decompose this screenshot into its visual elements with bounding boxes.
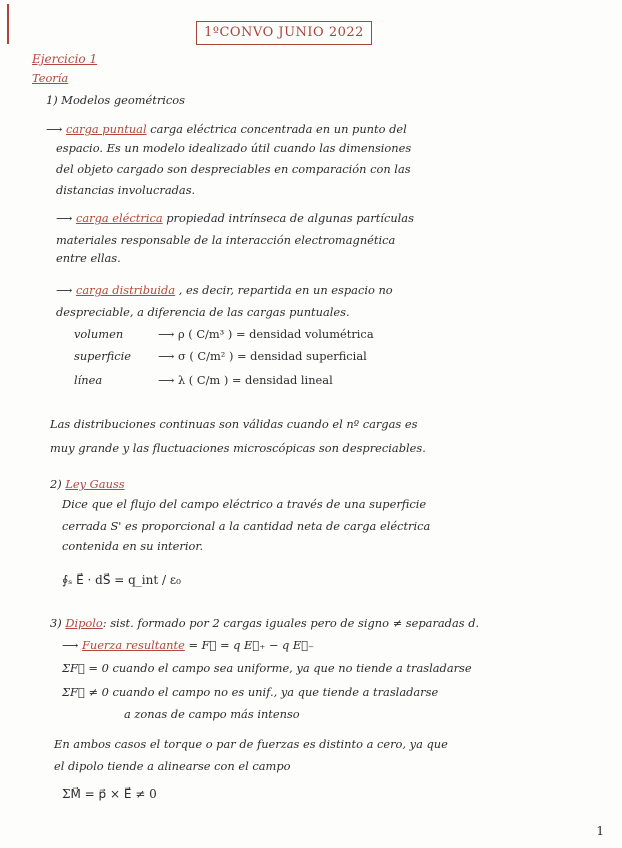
s2-line3: contenida en su interior. bbox=[62, 539, 204, 553]
p1-arrow: ⟶ bbox=[46, 122, 63, 136]
s3-line4: ΣF⃗ ≠ 0 cuando el campo no es unif., ya que tiende a trasladarse bbox=[62, 685, 439, 699]
section2-heading-num: 2) bbox=[50, 477, 66, 491]
p1-term: carga puntual bbox=[65, 122, 147, 136]
sup-label: superficie bbox=[74, 349, 132, 363]
lin-formula: ⟶ λ ( C/m ) = densidad lineal bbox=[158, 373, 333, 387]
p1-line2: espacio. Es un modelo idealizado útil cuando las dimensiones bbox=[56, 141, 412, 155]
p2-line1 bbox=[56, 210, 414, 226]
p2-arrow: ⟶ bbox=[56, 211, 73, 225]
s3-line3: ΣF⃗ = 0 cuando el campo sea uniforme, ya que no tiende a trasladarse bbox=[62, 661, 472, 675]
p3-line1 bbox=[56, 282, 393, 298]
p3-arrow: ⟶ bbox=[56, 283, 73, 297]
p1-text1: carga eléctrica concentrada en un punto del bbox=[150, 122, 407, 136]
vol-formula: ⟶ ρ ( C/m³ ) = densidad volumétrica bbox=[158, 327, 374, 341]
s3-rest: = F⃗ = q E⃗₊ − q E⃗₋ bbox=[184, 638, 315, 652]
s3-line5: a zonas de campo más intenso bbox=[124, 707, 300, 721]
torque-formula: ΣM⃗ = p⃗ × E⃗ ≠ 0 bbox=[62, 787, 157, 801]
lin-label: línea bbox=[74, 373, 103, 387]
gauss-formula: ∮ₛ E⃗ · dS⃗ = q_int / ε₀ bbox=[62, 573, 181, 587]
exercise-title: Ejercicio 1 bbox=[32, 52, 98, 66]
s3-line7: el dipolo tiende a alinearse con el campo bbox=[54, 759, 291, 773]
s3-arrow: ⟶ bbox=[62, 638, 82, 652]
page-number: 1 bbox=[596, 824, 604, 838]
page-title: 1ºCONVO JUNIO 2022 bbox=[196, 21, 372, 45]
p2-line2: materiales responsable de la interacción electromagnética bbox=[56, 233, 396, 247]
p1-line3: del objeto cargado son despreciables en comparación con las bbox=[56, 162, 411, 176]
section3-heading: Dipolo bbox=[65, 616, 103, 630]
s3-line6: En ambos casos el torque o par de fuerzas es distinto a cero, ya que bbox=[54, 737, 448, 751]
s3-term: Fuerza resultante bbox=[81, 638, 185, 652]
p3-text1: , es decir, repartida en un espacio no bbox=[178, 283, 393, 297]
p3-line2: despreciable, a diferencia de las cargas puntuales. bbox=[56, 305, 350, 319]
s3-line1: : sist. formado por 2 cargas iguales pero de signo ≠ separadas d. bbox=[102, 616, 480, 630]
exercise-subtitle: Teoría bbox=[32, 71, 69, 85]
sup-formula: ⟶ σ ( C/m² ) = densidad superficial bbox=[158, 349, 367, 363]
s2-line2: cerrada S' es proporcional a la cantidad neta de carga eléctrica bbox=[62, 519, 431, 533]
section2-heading-line bbox=[50, 476, 125, 492]
vol-label: volumen bbox=[74, 327, 124, 341]
p2-term: carga eléctrica bbox=[75, 211, 163, 225]
p4-line1: Las distribuciones continuas son válidas cuando el nº cargas es bbox=[50, 417, 418, 431]
s3-line2 bbox=[62, 637, 314, 653]
section3-heading-line bbox=[50, 615, 479, 631]
p4-line2: muy grande y las fluctuaciones microscópicas son despreciables. bbox=[50, 441, 426, 455]
section3-heading-num: 3) bbox=[50, 616, 66, 630]
s2-line1: Dice que el flujo del campo eléctrico a través de una superficie bbox=[62, 497, 427, 511]
section1-heading: 1) Modelos geométricos bbox=[46, 93, 186, 107]
p2-line3: entre ellas. bbox=[56, 251, 121, 265]
p3-term: carga distribuida bbox=[75, 283, 176, 297]
p1-line1 bbox=[46, 121, 407, 137]
margin-line bbox=[7, 4, 9, 44]
p1-line4: distancias involucradas. bbox=[56, 183, 196, 197]
section2-heading: Ley Gauss bbox=[65, 477, 125, 491]
p2-text1: propiedad intrínseca de algunas partículas bbox=[166, 211, 414, 225]
